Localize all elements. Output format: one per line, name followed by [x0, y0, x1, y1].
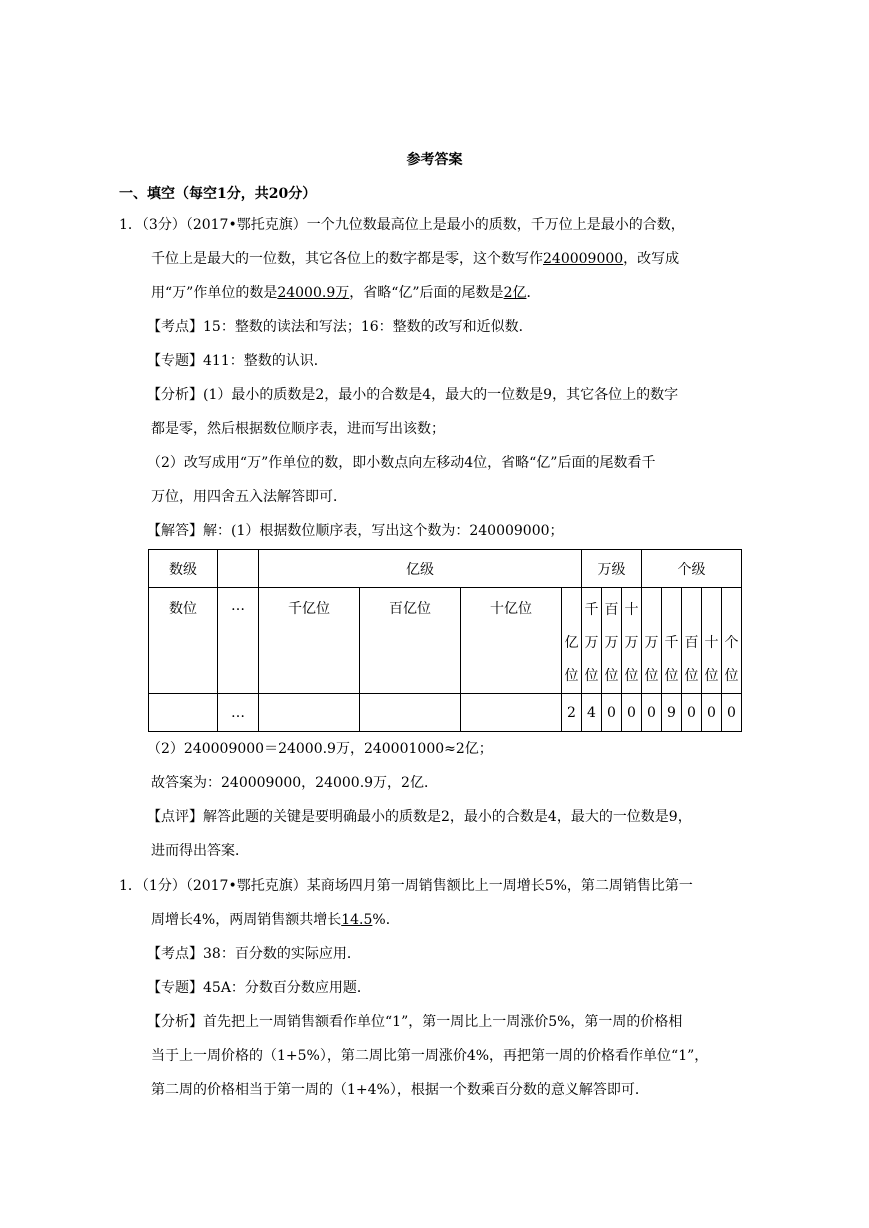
- q1-kaodian: 【考点】15：整数的读法和写法；16：整数的改写和近似数．: [147, 319, 533, 335]
- table-cell: 0: [682, 694, 702, 732]
- q1-dianping-1: 【点评】解答此题的关键是要明确最小的质数是2，最小的合数是4，最大的一位数是9，: [147, 809, 692, 825]
- q1-line1: 1．（3分）（2017•鄂托克旗）一个九位数最高位上是最小的质数，千万位上是最小的合数，: [119, 217, 685, 233]
- table-cell: [662, 588, 682, 694]
- table-cell-char: 位: [584, 668, 599, 684]
- q2-line2: 周增长4%，两周销售额共增长14.5%．: [151, 912, 400, 928]
- table-row: [149, 694, 742, 732]
- table-cell-char: 万: [624, 635, 639, 651]
- table-cell: 0: [722, 694, 742, 732]
- table-cell-char: 位: [664, 668, 679, 684]
- table-row: [149, 588, 742, 694]
- table-cell-char: 位: [684, 668, 699, 684]
- table-cell: [461, 694, 562, 732]
- table-cell: [149, 694, 218, 732]
- q1-answer-blank-2: 24000.9万: [277, 285, 350, 301]
- table-cell: 0: [622, 694, 642, 732]
- table-cell-char: 位: [604, 668, 619, 684]
- table-cell-char: 位: [644, 668, 659, 684]
- table-cell: 万级: [582, 550, 642, 588]
- q1-answer-blank-1: 240009000: [543, 251, 624, 267]
- table-cell: …: [218, 588, 259, 694]
- table-cell: 十亿位: [461, 588, 562, 694]
- q2-fenxi-3: 第二周的价格相当于第一周的（1+4%），根据一个数乘百分数的意义解答即可．: [151, 1082, 649, 1098]
- table-cell-char: 百: [684, 635, 699, 651]
- table-cell-char: 位: [724, 668, 739, 684]
- table-cell: [682, 588, 702, 694]
- table-cell-char: 亿: [564, 635, 579, 651]
- q1-fenxi-3: （2）改写成用“万”作单位的数，即小数点向左移动4位，省略“亿”后面的尾数看千: [147, 455, 656, 471]
- q2-kaodian: 【考点】38：百分数的实际应用．: [147, 946, 361, 962]
- q1-answer-line: 故答案为：240009000，24000.9万，2亿．: [151, 775, 438, 791]
- q1-line2: 千位上是最大的一位数，其它各位上的数字都是零，这个数写作240009000，改写成: [151, 251, 680, 267]
- q1-zhuanti: 【专题】411：整数的认识．: [147, 353, 328, 369]
- table-cell: [722, 588, 742, 694]
- table-cell: 2: [562, 694, 582, 732]
- q2-fenxi-1: 【分析】首先把上一周销售额看作单位“1”，第一周比上一周涨价5%，第一周的价格相: [147, 1014, 683, 1030]
- q2-answer-blank: 14.5: [341, 912, 373, 928]
- place-value-table: [148, 549, 742, 732]
- table-cell: 0: [702, 694, 722, 732]
- section-heading: 一、填空（每空1分，共20分）: [119, 186, 317, 202]
- table-cell: 亿级: [259, 550, 582, 588]
- table-row: [149, 550, 742, 588]
- q1-jieda: 【解答】解：(1）根据数位顺序表，写出这个数为：240009000；: [147, 523, 564, 539]
- q1-fenxi-4: 万位，用四舍五入法解答即可．: [151, 489, 347, 505]
- table-cell: [360, 694, 461, 732]
- table-cell: 数位: [149, 588, 218, 694]
- table-cell: [642, 588, 662, 694]
- q2-line1: 1．（1分）（2017•鄂托克旗）某商场四月第一周销售额比上一周增长5%，第二周销售比第一: [119, 878, 693, 894]
- table-cell-char: 千: [664, 635, 679, 651]
- table-cell: 千亿位: [259, 588, 360, 694]
- table-cell: [622, 588, 642, 694]
- table-cell: 0: [642, 694, 662, 732]
- q2-fenxi-2: 当于上一周价格的（1+5%），第二周比第一周涨价4%，再把第一周的价格看作单位“1”，: [151, 1048, 709, 1064]
- q1-line3: 用“万”作单位的数是24000.9万，省略“亿”后面的尾数是2亿．: [151, 285, 541, 301]
- table-cell: [218, 550, 259, 588]
- table-cell: [562, 588, 582, 694]
- table-cell: 4: [582, 694, 602, 732]
- table-cell: 百亿位: [360, 588, 461, 694]
- q1-answer-blank-3: 2亿: [503, 285, 527, 301]
- table-cell: 数级: [149, 550, 218, 588]
- page-title: 参考答案: [406, 152, 463, 168]
- table-cell-char: 位: [624, 668, 639, 684]
- table-cell: [702, 588, 722, 694]
- q1-dianping-2: 进而得出答案．: [151, 843, 249, 859]
- table-cell: 0: [602, 694, 622, 732]
- table-cell: [582, 588, 602, 694]
- table-cell-char: 万: [584, 635, 599, 651]
- table-cell: 个级: [642, 550, 742, 588]
- q1-fenxi-1: 【分析】(1）最小的质数是2，最小的合数是4，最大的一位数是9，其它各位上的数字: [147, 387, 679, 403]
- q1-fenxi-2: 都是零，然后根据数位顺序表，进而写出该数；: [151, 421, 445, 437]
- table-cell-char: 千: [584, 602, 599, 618]
- table-cell-char: 位: [564, 668, 579, 684]
- table-cell-char: 万: [604, 635, 619, 651]
- table-cell: [259, 694, 360, 732]
- table-cell-char: 个: [724, 635, 739, 651]
- table-cell: [602, 588, 622, 694]
- table-cell-char: 百: [604, 602, 619, 618]
- table-cell-char: 十: [704, 635, 719, 651]
- table-cell: 9: [662, 694, 682, 732]
- table-cell-char: 十: [624, 602, 639, 618]
- q1-jieda-2: （2）240009000＝24000.9万，240001000≈2亿；: [147, 741, 493, 757]
- table-cell: …: [218, 694, 259, 732]
- table-cell-char: 万: [644, 635, 659, 651]
- q2-zhuanti: 【专题】45A：分数百分数应用题．: [147, 980, 371, 996]
- table-cell-char: 位: [704, 668, 719, 684]
